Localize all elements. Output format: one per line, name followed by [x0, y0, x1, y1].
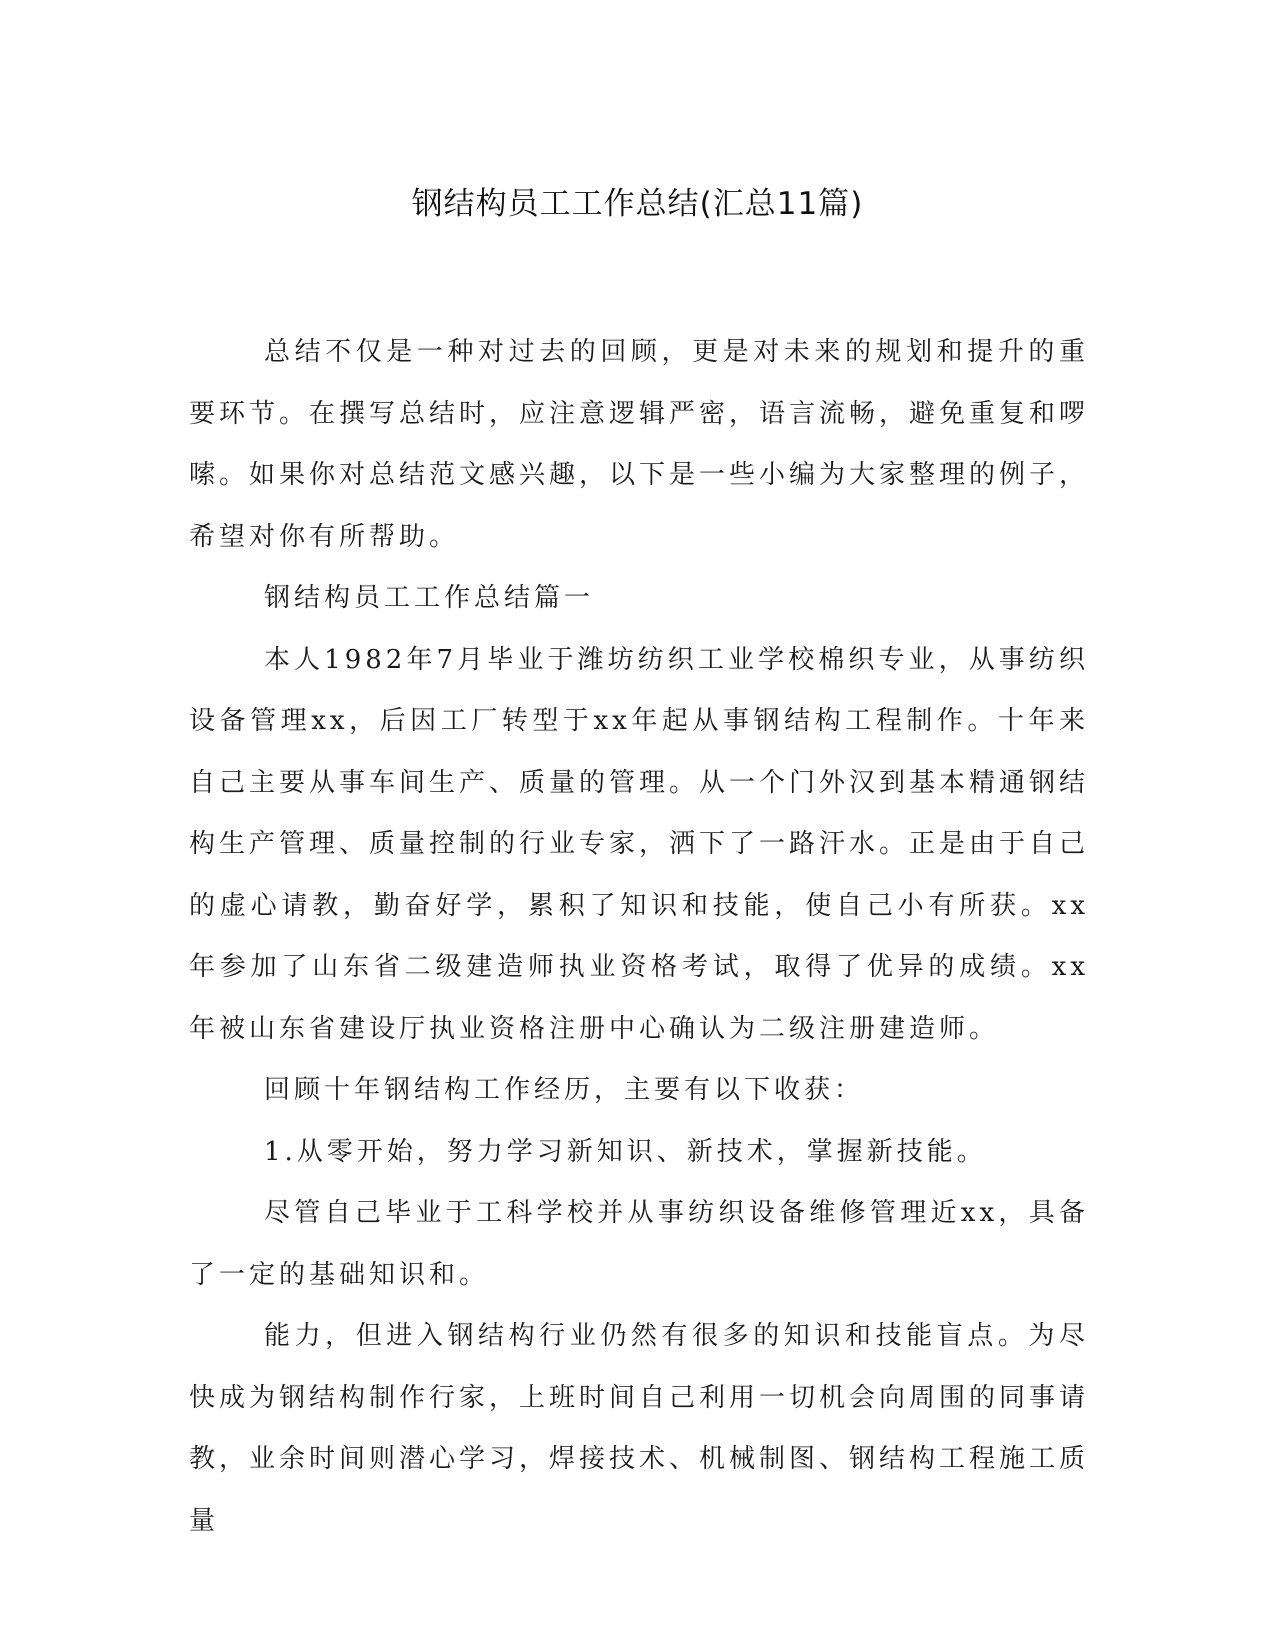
document-title: 钢结构员工工作总结(汇总11篇): [411, 186, 864, 222]
paragraph-review: 回顾十年钢结构工作经历，主要有以下收获：: [264, 1075, 865, 1105]
list-item-1: 1.从零开始，努力学习新知识、新技术，掌握新技能。: [264, 1136, 987, 1167]
paragraph-intro: 总结不仅是一种对过去的回顾，更是对未来的规划和提升的重要环节。在撰写总结时，应注意逻辑严密，语言流畅，避免重复和啰嗦。如果你对总结范文感兴趣，以下是一些小编为大家整理的例子，希望对你有所帮助。: [189, 337, 1090, 552]
section-heading: 钢结构员工工作总结篇一: [264, 583, 595, 613]
paragraph-study: 尽管自己毕业于工科学校并从事纺织设备维修管理近xx，具备了一定的基础知识和。: [189, 1198, 1089, 1290]
paragraph-ability: 能力，但进入钢结构行业仍然有很多的知识和技能盲点。为尽快成为钢结构制作行家，上班时间自己利用一切机会向周围的同事请教，业余时间则潜心学习，焊接技术、机械制图、钢结构工程施工质量: [189, 1321, 1090, 1536]
document-body: [189, 322, 1089, 1552]
paragraph-background: 本人1982年7月毕业于潍坊纺织工业学校棉织专业，从事纺织设备管理xx，后因工厂转型于xx年起从事钢结构工程制作。十年来自己主要从事车间生产、质量的管理。从一个门外汉到基本精通钢结构生产管理、质量控制的行业专家，洒下了一路汗水。正是由于自己的虚心请教，勤奋好学，累积了知识和技能，使自己小有所获。xx年参加了山东省二级建造师执业资格考试，取得了优异的成绩。xx年被山东省建设厅执业资格注册中心确认为二级注册建造师。: [189, 644, 1090, 1044]
